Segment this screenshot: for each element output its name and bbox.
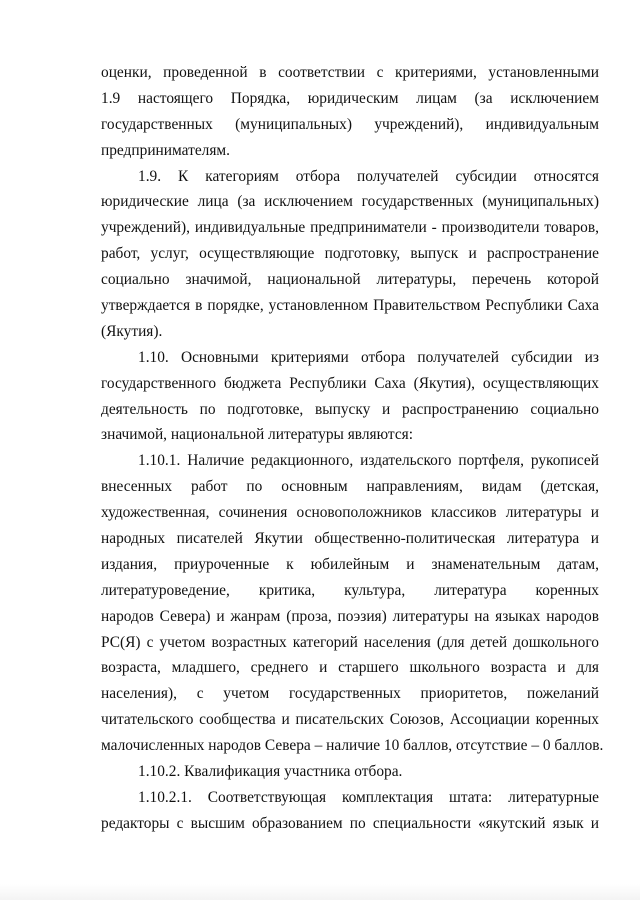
text-line: населения), с учетом государственных приоритетов, пожеланий bbox=[101, 685, 599, 703]
text-line: работ, услуг, осуществляющие подготовку, выпуск и распространение bbox=[101, 245, 599, 263]
text-line: народов Севера) и жанрам (проза, поэзия) литературы на языках народов bbox=[101, 607, 599, 625]
text-line: внесенных работ по основным направлениям, видам (детская, bbox=[101, 478, 599, 496]
text-line: предпринимателям. bbox=[101, 141, 231, 159]
text-line: редакторы с высшим образованием по специальности «якутский язык и bbox=[101, 814, 599, 832]
text-line: утверждается в порядке, установленном Правительством Республики Саха bbox=[101, 297, 599, 315]
paragraph-first-line: 1.10.2. Квалификация участника отбора. bbox=[138, 763, 403, 781]
text-line: (Якутия). bbox=[101, 322, 163, 340]
text-line: художественная, сочинения основоположников классиков литературы и bbox=[101, 504, 599, 522]
text-line: юридические лица (за исключением государственных (муниципальных) bbox=[101, 193, 599, 211]
text-line: государственного бюджета Республики Саха (Якутия), осуществляющих bbox=[101, 374, 599, 392]
text-line: малочисленных народов Севера – наличие 10 баллов, отсутствие – 0 баллов. bbox=[101, 737, 604, 755]
text-line: возраста, младшего, среднего и старшего школьного возраста и для bbox=[101, 659, 599, 677]
text-line: оценки, проведенной в соответствии с критериями, установленными bbox=[101, 64, 599, 81]
text-line: социально значимой, национальной литературы, перечень которой bbox=[101, 271, 599, 289]
text-line: читательского сообщества и писательских Союзов, Ассоциации коренных bbox=[101, 711, 599, 729]
paragraph-first-line: 1.10. Основными критериями отбора получателей субсидии из bbox=[138, 348, 599, 366]
paragraph-first-line: 1.10.2.1. Соответствующая комплектация штата: литературные bbox=[138, 788, 599, 806]
paragraph-first-line: 1.10.1. Наличие редакционного, издательского портфеля, рукописей bbox=[138, 452, 599, 470]
text-line: государственных (муниципальных) учреждений), индивидуальным bbox=[101, 115, 599, 133]
text-line: литературоведение, критика, культура, литература коренных bbox=[101, 581, 599, 599]
text-line: деятельность по подготовке, выпуску и распространению социально bbox=[101, 400, 599, 418]
text-line: РС(Я) с учетом возрастных категорий населения (для детей дошкольного bbox=[101, 633, 599, 651]
text-line: значимой, национальной литературы являются: bbox=[101, 426, 414, 444]
text-line: учреждений), индивидуальные предприниматели - производители товаров, bbox=[101, 219, 599, 237]
text-line: 1.9 настоящего Порядка, юридическим лицам (за исключением bbox=[101, 89, 599, 107]
page-bottom-shade bbox=[0, 884, 640, 900]
text-line: народных писателей Якутии общественно-политическая литература и bbox=[101, 530, 599, 548]
paragraph-first-line: 1.9. К категориям отбора получателей субсидии относятся bbox=[138, 167, 599, 185]
text-line: издания, приуроченные к юбилейным и знаменательным датам, bbox=[101, 555, 599, 573]
document-body bbox=[101, 60, 604, 837]
